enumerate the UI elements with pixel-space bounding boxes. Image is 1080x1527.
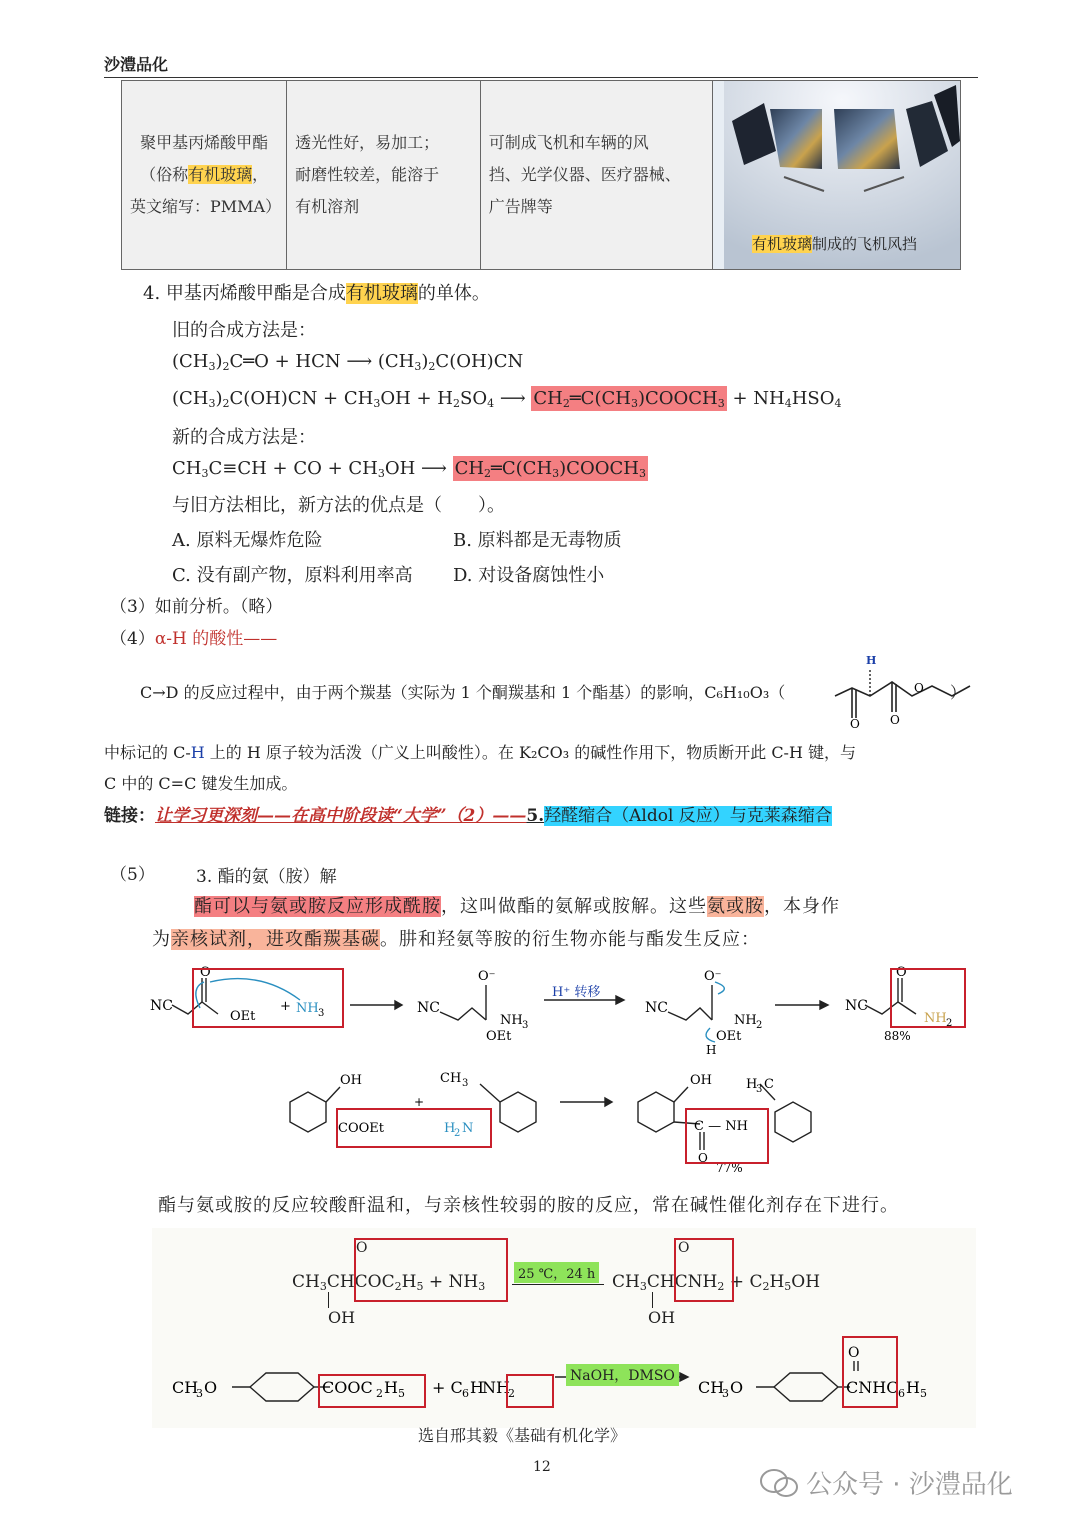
link-text[interactable]: 让学习更深刻——在高中阶段读“大学”（2）—— bbox=[155, 806, 527, 826]
svg-text:3: 3 bbox=[318, 1008, 325, 1019]
svg-text:O: O bbox=[890, 713, 900, 727]
bond-oh-1 bbox=[328, 1292, 329, 1308]
reactant-box-3 bbox=[354, 1238, 508, 1302]
anisate-aminolysis-scheme bbox=[170, 1345, 950, 1420]
condition-naoh: NaOH，DMSO bbox=[566, 1364, 679, 1386]
svg-text:O: O bbox=[896, 965, 907, 980]
equation-1: $(CH_3)_2C═O$ + HCN ⟶ $(CH_3)_2C(OH)CN$ bbox=[172, 351, 524, 373]
svg-text:2: 2 bbox=[756, 1020, 763, 1031]
svg-text:NC: NC bbox=[417, 1000, 440, 1016]
svg-text:3: 3 bbox=[462, 1078, 469, 1089]
section-3: （3）如前分析。（略） bbox=[110, 597, 283, 617]
svg-text:O⁻: O⁻ bbox=[704, 969, 722, 984]
svg-text:2: 2 bbox=[508, 1387, 515, 1400]
q4-title: 4. 甲基丙烯酸甲酯是合成有机玻璃的单体。 bbox=[143, 283, 490, 304]
svg-text:O: O bbox=[204, 1378, 218, 1397]
option-c: C. 没有副产物，原料利用率高 bbox=[172, 565, 413, 586]
svg-text:H: H bbox=[906, 1378, 920, 1397]
carbonyl-o-2: O bbox=[678, 1240, 690, 1256]
svg-text:3: 3 bbox=[522, 1020, 529, 1031]
svg-text:2: 2 bbox=[946, 1018, 953, 1029]
svg-text:OH: OH bbox=[340, 1073, 362, 1088]
product-box-3 bbox=[674, 1238, 734, 1302]
svg-text:H: H bbox=[746, 1077, 758, 1092]
product-box-2 bbox=[685, 1108, 769, 1164]
svg-text:O: O bbox=[200, 965, 211, 980]
section-4: （4）α-H 的酸性—— bbox=[110, 629, 278, 649]
product-box-4 bbox=[842, 1336, 898, 1408]
svg-text:NH: NH bbox=[924, 1011, 947, 1026]
svg-text:H: H bbox=[470, 1378, 484, 1397]
aminolysis-para-1: 酯可以与氨或胺反应形成酰胺，这叫做酯的氨解或胺解。这些氨或胺，本身作 bbox=[194, 896, 840, 917]
mild-conditions-text: 酯与氨或胺的反应较酸酐温和，与亲核性较弱的胺的反应，常在碱性催化剂存在下进行。 bbox=[158, 1195, 899, 1216]
table-cell-uses: 可制成飞机和车辆的风 挡、光学仪器、医疗器械、 广告牌等 bbox=[480, 81, 713, 270]
photo-caption: 有机玻璃制成的飞机风挡 bbox=[752, 235, 918, 253]
reactant-box-2 bbox=[336, 1108, 492, 1148]
svg-text:COOC: COOC bbox=[322, 1378, 373, 1397]
svg-text:C — NH: C — NH bbox=[694, 1119, 748, 1134]
svg-text:NH: NH bbox=[500, 1013, 523, 1028]
svg-text:CH: CH bbox=[698, 1378, 725, 1397]
source-citation: 选自邢其毅《基础有机化学》 bbox=[418, 1426, 627, 1445]
aldol-link[interactable]: 羟醛缩合（Aldol 反应）与克莱森缩合 bbox=[544, 806, 832, 826]
svg-text:H: H bbox=[384, 1378, 398, 1397]
svg-text:H: H bbox=[706, 1043, 717, 1057]
svg-text:77%: 77% bbox=[716, 1161, 743, 1174]
svg-text:OEt: OEt bbox=[486, 1029, 512, 1044]
svg-text:NC: NC bbox=[845, 998, 868, 1014]
svg-text:6: 6 bbox=[462, 1387, 469, 1400]
svg-text:N: N bbox=[462, 1121, 474, 1136]
svg-text:2: 2 bbox=[376, 1387, 383, 1400]
svg-text:H: H bbox=[444, 1121, 456, 1136]
svg-text:+: + bbox=[414, 1095, 425, 1109]
watermark: 公众号 · 沙澧品化 bbox=[760, 1464, 1013, 1501]
svg-text:5: 5 bbox=[398, 1387, 405, 1400]
svg-text:3: 3 bbox=[756, 1084, 763, 1095]
svg-text:H: H bbox=[866, 654, 877, 667]
svg-text:NH: NH bbox=[482, 1378, 510, 1397]
reactant-box-4a bbox=[318, 1374, 426, 1408]
svg-text:NC: NC bbox=[150, 998, 173, 1014]
cd-line-2: 中标记的 C-H 上的 H 原子较为活泼（广义上叫酸性）。在 K₂CO₃ 的碱性作用下，物质断开此 C-H 键，与 bbox=[104, 743, 857, 762]
svg-text:OEt: OEt bbox=[716, 1029, 742, 1044]
section-5-num: （5） bbox=[110, 865, 155, 885]
svg-text:O: O bbox=[848, 1345, 860, 1361]
header-divider bbox=[104, 77, 978, 78]
cd-line-3: C 中的 C=C 键发生加成。 bbox=[104, 774, 298, 793]
equation-2: $(CH_3)_2C(OH)CN + CH_3OH + H_2SO_4$ ⟶ $CH_2═C(CH_3)COOCH_3 + NH_4HSO_4$ bbox=[172, 388, 842, 410]
option-a: A. 原料无爆炸危险 bbox=[172, 530, 323, 551]
svg-text:O⁻: O⁻ bbox=[478, 969, 496, 984]
reaction-3-reactant: $CH_3CHCOC_2H_5 + NH_3$ bbox=[292, 1272, 486, 1293]
svg-text:CNHC: CNHC bbox=[846, 1378, 899, 1397]
svg-text:88%: 88% bbox=[884, 1029, 911, 1043]
table-cell-properties: 透光性好，易加工； 耐磨性较差，能溶于 有机溶剂 bbox=[287, 81, 481, 270]
svg-text:NC: NC bbox=[645, 1000, 668, 1016]
page-header-title: 沙澧品化 bbox=[104, 55, 169, 74]
svg-text:O: O bbox=[914, 681, 924, 695]
wechat-icon bbox=[760, 1467, 798, 1499]
svg-text:O: O bbox=[730, 1378, 744, 1397]
svg-text:COOEt: COOEt bbox=[338, 1121, 384, 1136]
svg-text:NH: NH bbox=[296, 1001, 319, 1016]
option-d: D. 对设备腐蚀性小 bbox=[453, 565, 605, 586]
svg-text:3: 3 bbox=[722, 1387, 729, 1400]
svg-text:2: 2 bbox=[454, 1128, 461, 1139]
option-b: B. 原料都是无毒物质 bbox=[453, 530, 622, 551]
cd-line-1-end: ） bbox=[950, 683, 967, 702]
svg-text:+: + bbox=[280, 999, 291, 1014]
svg-text:+ C: + C bbox=[432, 1378, 463, 1397]
oh-group-1: OH bbox=[328, 1308, 356, 1327]
svg-text:O: O bbox=[850, 717, 860, 730]
q4-old-label: 旧的合成方法是： bbox=[172, 320, 316, 341]
windshield-photo bbox=[724, 81, 960, 269]
svg-text:H⁺ 转移: H⁺ 转移 bbox=[552, 985, 601, 1000]
carbonyl-o-1: O bbox=[356, 1240, 368, 1256]
svg-text:5: 5 bbox=[920, 1387, 927, 1400]
svg-text:O: O bbox=[698, 1151, 708, 1165]
svg-text:OH: OH bbox=[690, 1073, 712, 1088]
bond-oh-2 bbox=[652, 1292, 653, 1308]
reactant-box-4b bbox=[506, 1374, 554, 1408]
condition-25c: 25 ℃，24 h bbox=[514, 1262, 599, 1283]
svg-text:CH: CH bbox=[172, 1378, 199, 1397]
cd-line-1: C→D 的反应过程中，由于两个羰基（实际为 1 个酮羰基和 1 个酯基）的影响，C₆H₁₀O₃（ bbox=[140, 683, 786, 702]
section-5-title: 3. 酯的氨（胺）解 bbox=[196, 867, 337, 887]
link-line: 链接：让学习更深刻——在高中阶段读“大学”（2）——5.羟醛缩合（Aldol 反应）与克莱森缩合 bbox=[104, 806, 832, 826]
svg-text:OEt: OEt bbox=[230, 1009, 256, 1024]
product-box-1 bbox=[890, 968, 966, 1028]
page-number: 12 bbox=[533, 1459, 551, 1475]
q4-new-label: 新的合成方法是： bbox=[172, 427, 316, 448]
aminolysis-para-2: 为亲核试剂，进攻酯羰基碳。肼和羟氨等胺的衍生物亦能与酯发生反应： bbox=[152, 929, 760, 950]
equation-3: $CH_3C\equiv CH$ + CO + $CH_3OH$ ⟶ $CH_2═C(CH_3)COOCH_3$ bbox=[172, 458, 646, 480]
table-cell-name: 聚甲基丙烯酸甲酯 （俗称有机玻璃， 英文缩写：PMMA） bbox=[122, 81, 287, 270]
svg-text:3: 3 bbox=[196, 1387, 203, 1400]
reaction-3-product: $CH_3CHCNH_2 + C_2H_5OH$ bbox=[612, 1272, 821, 1293]
svg-text:C: C bbox=[764, 1077, 774, 1092]
svg-text:NH: NH bbox=[734, 1013, 757, 1028]
reactant-box-1 bbox=[192, 968, 344, 1028]
svg-text:CH: CH bbox=[440, 1071, 462, 1086]
svg-text:6: 6 bbox=[898, 1387, 905, 1400]
arrow-3 bbox=[512, 1284, 604, 1285]
q4-question: 与旧方法相比，新方法的优点是（ ）。 bbox=[172, 495, 505, 516]
oh-group-2: OH bbox=[648, 1308, 676, 1327]
